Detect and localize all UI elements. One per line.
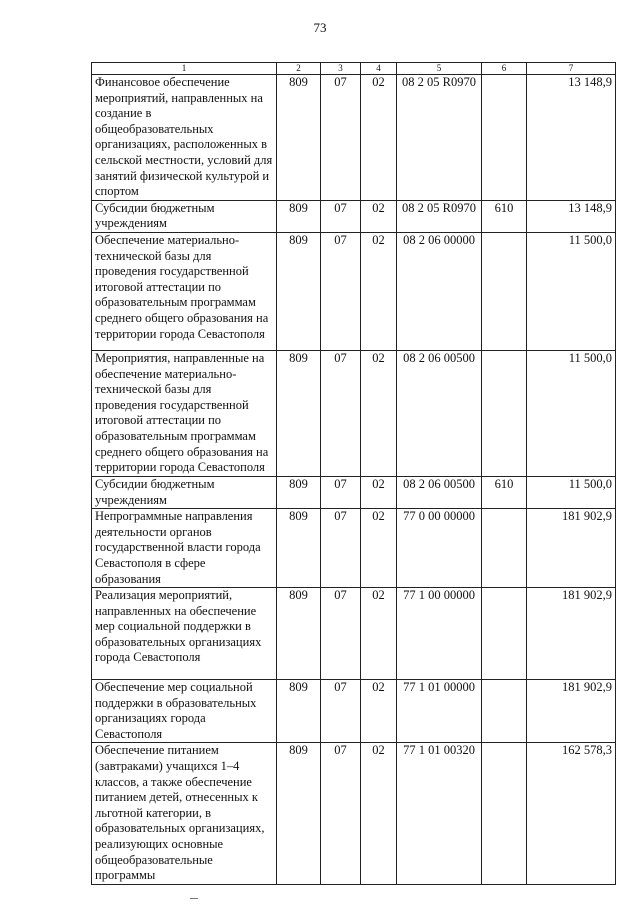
expense-type-cell bbox=[482, 743, 527, 884]
subsection-code-cell: 02 bbox=[361, 350, 397, 476]
ministry-code-cell: 809 bbox=[277, 476, 321, 508]
amount-cell: 11 500,0 bbox=[527, 350, 616, 476]
subsection-code-cell: 02 bbox=[361, 232, 397, 350]
expense-type-cell bbox=[482, 75, 527, 201]
section-code-cell: 07 bbox=[321, 350, 361, 476]
expense-type-cell bbox=[482, 232, 527, 350]
amount-cell: 13 148,9 bbox=[527, 200, 616, 232]
target-article-cell: 77 1 01 00320 bbox=[397, 743, 482, 884]
ministry-code-cell: 809 bbox=[277, 350, 321, 476]
target-article-cell: 77 1 01 00000 bbox=[397, 680, 482, 743]
target-article-cell: 77 0 00 00000 bbox=[397, 509, 482, 588]
table-row bbox=[92, 743, 616, 884]
page-number: 73 bbox=[313, 20, 327, 35]
scan-mark bbox=[190, 898, 198, 899]
expense-type-cell: 610 bbox=[482, 476, 527, 508]
table-row bbox=[92, 476, 616, 508]
expense-type-cell bbox=[482, 588, 527, 680]
target-article-cell: 08 2 06 00500 bbox=[397, 476, 482, 508]
subsection-code-cell: 02 bbox=[361, 200, 397, 232]
ministry-code-cell: 809 bbox=[277, 200, 321, 232]
section-code-cell: 07 bbox=[321, 200, 361, 232]
section-code-cell: 07 bbox=[321, 509, 361, 588]
subsection-code-cell: 02 bbox=[361, 680, 397, 743]
table-row bbox=[92, 350, 616, 476]
table-row bbox=[92, 232, 616, 350]
row-name-cell: Непрограммные направления деятельности органов государственной власти города Севастополя в сфере образования bbox=[92, 509, 277, 588]
row-name-cell: Мероприятия, направленные на обеспечение материально-технической базы для проведения государственной итоговой аттестации по образовательным программам среднего общего образования на территории города Севастополя bbox=[92, 350, 277, 476]
ministry-code-cell: 809 bbox=[277, 232, 321, 350]
target-article-cell: 08 2 05 R0970 bbox=[397, 200, 482, 232]
ministry-code-cell: 809 bbox=[277, 743, 321, 884]
ministry-code-cell: 809 bbox=[277, 509, 321, 588]
amount-cell: 11 500,0 bbox=[527, 232, 616, 350]
expense-type-cell: 610 bbox=[482, 200, 527, 232]
row-name-cell: Обеспечение мер социальной поддержки в образовательных организациях города Севастополя bbox=[92, 680, 277, 743]
ministry-code-cell: 809 bbox=[277, 75, 321, 201]
column-header: 2 bbox=[277, 63, 321, 75]
column-header: 7 bbox=[527, 63, 616, 75]
subsection-code-cell: 02 bbox=[361, 75, 397, 201]
column-header: 6 bbox=[482, 63, 527, 75]
row-name-cell: Обеспечение питанием (завтраками) учащихся 1–4 классов, а также обеспечение питанием детей, отнесенных к льготной категории, в образовательных организациях, реализующих основные общеобразовательные программы bbox=[92, 743, 277, 884]
ministry-code-cell: 809 bbox=[277, 680, 321, 743]
column-header: 5 bbox=[397, 63, 482, 75]
table-row bbox=[92, 75, 616, 201]
target-article-cell: 08 2 06 00000 bbox=[397, 232, 482, 350]
expense-type-cell bbox=[482, 680, 527, 743]
column-header: 3 bbox=[321, 63, 361, 75]
section-code-cell: 07 bbox=[321, 588, 361, 680]
section-code-cell: 07 bbox=[321, 232, 361, 350]
ministry-code-cell: 809 bbox=[277, 588, 321, 680]
amount-cell: 13 148,9 bbox=[527, 75, 616, 201]
amount-cell: 11 500,0 bbox=[527, 476, 616, 508]
target-article-cell: 08 2 05 R0970 bbox=[397, 75, 482, 201]
budget-table bbox=[91, 62, 616, 885]
table-header-row bbox=[92, 63, 616, 75]
section-code-cell: 07 bbox=[321, 75, 361, 201]
subsection-code-cell: 02 bbox=[361, 588, 397, 680]
column-header: 1 bbox=[92, 63, 277, 75]
column-header: 4 bbox=[361, 63, 397, 75]
amount-cell: 181 902,9 bbox=[527, 588, 616, 680]
target-article-cell: 08 2 06 00500 bbox=[397, 350, 482, 476]
target-article-cell: 77 1 00 00000 bbox=[397, 588, 482, 680]
section-code-cell: 07 bbox=[321, 476, 361, 508]
table-row bbox=[92, 680, 616, 743]
amount-cell: 181 902,9 bbox=[527, 509, 616, 588]
section-code-cell: 07 bbox=[321, 743, 361, 884]
row-name-cell: Субсидии бюджетным учреждениям bbox=[92, 476, 277, 508]
subsection-code-cell: 02 bbox=[361, 476, 397, 508]
row-name-cell: Финансовое обеспечение мероприятий, направленных на создание в общеобразовательных организациях, расположенных в сельской местности, условий для занятий физической культурой и спортом bbox=[92, 75, 277, 201]
subsection-code-cell: 02 bbox=[361, 743, 397, 884]
subsection-code-cell: 02 bbox=[361, 509, 397, 588]
expense-type-cell bbox=[482, 350, 527, 476]
table-row bbox=[92, 588, 616, 680]
amount-cell: 162 578,3 bbox=[527, 743, 616, 884]
expense-type-cell bbox=[482, 509, 527, 588]
table-row bbox=[92, 509, 616, 588]
row-name-cell: Обеспечение материально-технической базы для проведения государственной итоговой аттестации по образовательным программам среднего общего образования на территории города Севастополя bbox=[92, 232, 277, 350]
row-name-cell: Субсидии бюджетным учреждениям bbox=[92, 200, 277, 232]
amount-cell: 181 902,9 bbox=[527, 680, 616, 743]
row-name-cell: Реализация мероприятий, направленных на обеспечение мер социальной поддержки в образовательных организациях города Севастополя bbox=[92, 588, 277, 680]
section-code-cell: 07 bbox=[321, 680, 361, 743]
table-row bbox=[92, 200, 616, 232]
